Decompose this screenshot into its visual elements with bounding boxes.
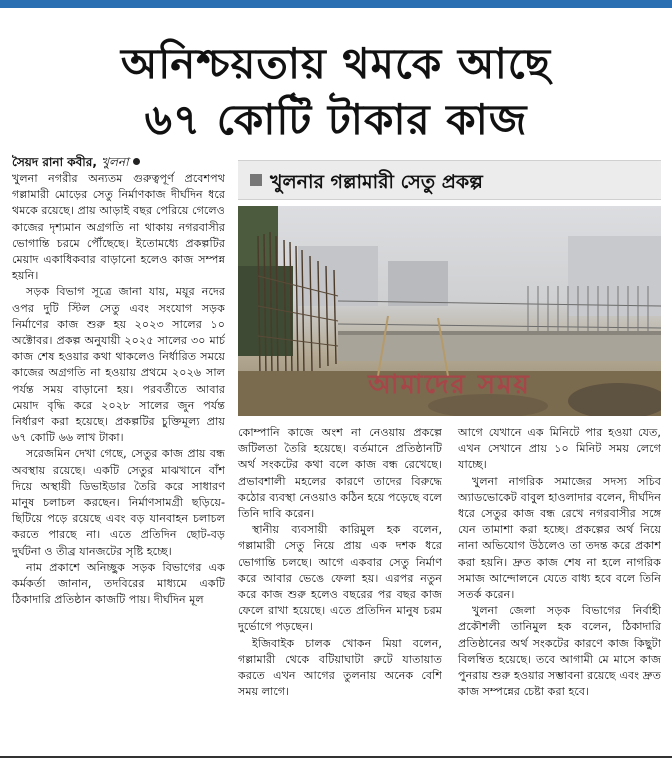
- bottom-rule: [0, 756, 672, 758]
- paragraph: খুলনা নগরীর অন্যতম গুরুত্বপূর্ণ প্রবেশপথ গল্লামারী মোড়ের সেতু নির্মাণকাজ দীর্ঘদিন ধরে থমকে রয়েছে। প্রায় আড়াই বছর পেরিয়ে গেলেও কাজের দৃশ্যমান অগ্রগতি না থাকায় নগরবাসীর ভোগান্তি চরমে পৌঁছেছে। ইতোমধ্যে প্রকল্পটির মেয়াদ একাধিকবার বাড়ানো হলেও কাজ সম্পন্ন হয়নি।: [12, 172, 225, 283]
- article-column-3: [458, 425, 661, 700]
- paragraph: নাম প্রকাশে অনিচ্ছুক সড়ক বিভাগের এক কর্মকর্তা জানান, তদবিরের মাধ্যমে একটি ঠিকাদারি প্রতিষ্ঠান কাজটি পায়। দীর্ঘদিন মূল: [12, 560, 225, 607]
- paragraph: সরেজমিন দেখা গেছে, সেতুর কাজ প্রায় বন্ধ অবস্থায় রয়েছে। একটি সেতুর মাঝখানে বাঁশ দিয়ে অস্থায়ী ডিভাইডার তৈরি করে সাধারণ মানুষ চলাচল করছেন। নির্মাণসামগ্রী ছড়িয়ে-ছিটিয়ে পড়ে রয়েছে এবং বড় যানবাহন চলাচল করতে পারছে না। এতে প্রতিদিন ছোট-বড় দুর্ঘটনা ও তীব্র যানজটের সৃষ্টি হচ্ছে।: [12, 447, 225, 558]
- headline-line-2: ৬৭ কোটি টাকার কাজ: [144, 95, 528, 144]
- article-column-2: [238, 425, 442, 700]
- headline-line-1: অনিশ্চয়তায় থমকে আছে: [120, 39, 552, 88]
- subheading-text: খুলনার গল্লামারী সেতু প্রকল্প: [270, 171, 483, 193]
- article-column-1: [12, 171, 225, 608]
- paragraph: স্থানীয় ব্যবসায়ী কারিমুল হক বলেন, গল্লামারী সেতু নিয়ে প্রায় এক দশক ধরে ভোগান্তি চলছে। আগে একবার সেতু নির্মাণ করে আবার ভেঙে ফেলা হয়। এরপর নতুন করে কাজ শুরু হলেও বছরের পর বছর কাজ ফেলে রাখা হয়েছে। এতে প্রতিদিন মানুষ চরম দুর্ভোগে পড়ছেন।: [238, 523, 442, 634]
- bridge-photo: [238, 206, 661, 416]
- paragraph: কোম্পানি কাজে অংশ না নেওয়ায় প্রকল্পে জটিলতা তৈরি হয়েছে। বর্তমানে প্রতিষ্ঠানটি অর্থ সংকটের কথা বলে কাজ বন্ধ রেখেছে। প্রভাবশালী মহলের কারণে তাদের বিরুদ্ধে কঠোর ব্যবস্থা নেওয়াও কঠিন হয়ে পড়েছে বলে তিনি দাবি করেন।: [238, 426, 442, 521]
- top-color-bar: [0, 0, 672, 8]
- byline-place: খুলনা: [101, 155, 129, 169]
- paragraph: সড়ক বিভাগ সূত্রে জানা যায়, ময়ূর নদের ওপর দুটি স্টিল সেতু এবং সংযোগ সড়ক নির্মাণের কাজ শুরু হয় ২০২৩ সালের ১০ অক্টোবর। প্রকল্প অনুযায়ী ২০২৫ সালের ৩০ মার্চ কাজ শেষ হওয়ার কথা থাকলেও নির্ধারিত সময়ে কাজের অগ্রগতি না হওয়ায় প্রথমে ২০২৬ সাল পর্যন্ত সময় বাড়ানো হয়। পরবর্তীতে আবার মেয়াদ বৃদ্ধি করে ২০২৮ সালের জুন পর্যন্ত নির্ধারণ করা হয়েছে। প্রকল্পটির চুক্তিমূল্য প্রায় ৬৭ কোটি ৬৬ লাখ টাকা।: [12, 285, 225, 445]
- paragraph: আগে যেখানে এক মিনিটে পার হওয়া যেত, এখন সেখানে প্রায় ১০ মিনিট সময় লেগে যাচ্ছে।: [458, 426, 661, 472]
- subheading-box: [238, 160, 661, 200]
- newspaper-watermark: আমাদের সময়: [368, 370, 531, 400]
- square-bullet-icon: [250, 174, 262, 186]
- headline: [0, 36, 672, 148]
- paragraph: খুলনা নাগরিক সমাজের সদস্য সচিব অ্যাডভোকেট বাবুল হাওলাদার বলেন, দীর্ঘদিন ধরে সেতুর কাজ বন্ধ রেখে নগরবাসীর সঙ্গে যেন তামাশা করা হচ্ছে। প্রকল্পের অর্থ নিয়ে নানা অভিযোগ উঠলেও তা তদন্ত করে প্রকাশ করা হয়নি। দ্রুত কাজ শেষ না হলে নাগরিক সমাজ আন্দোলনে যেতে বাধ্য হবে বলে তিনি সতর্ক করেন।: [458, 474, 661, 602]
- paragraph: ইজিবাইক চালক খোকন মিয়া বলেন, গল্লামারী থেকে বটিয়াঘাটা রুটে যাতায়াত করতে এখন আগের তুলনায় অনেক বেশি সময় লাগে।: [238, 636, 442, 699]
- byline-author: সৈয়দ রানা কবীর,: [12, 155, 97, 169]
- bullet-icon: [133, 158, 140, 165]
- paragraph: খুলনা জেলা সড়ক বিভাগের নির্বাহী প্রকৌশলী তানিমুল হক বলেন, ঠিকাদারি প্রতিষ্ঠানের অর্থ সংকটের কারণে কাজ কিছুটা বিলম্বিত হয়েছে। তবে আগামী মে মাসে কাজ পুনরায় শুরু হওয়ার সম্ভাবনা রয়েছে এবং দ্রুত কাজ সম্পন্নের চেষ্টা করা হবে।: [458, 604, 661, 699]
